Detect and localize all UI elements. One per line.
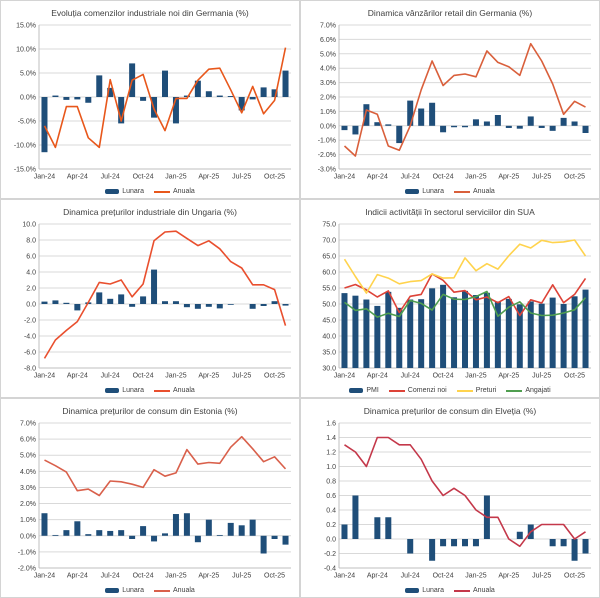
x-tick-label: Apr-24 [366,173,388,181]
bar [184,304,190,307]
y-tick-label: 2.0 [26,285,36,293]
bar [407,539,413,554]
bar [341,126,347,130]
x-tick-label: Oct-25 [264,372,286,380]
y-tick-label: 5.0% [320,51,336,59]
bar [429,539,435,561]
bar [129,304,135,307]
legend-line-swatch [154,590,170,592]
bar [352,296,358,368]
y-tick-label: 3.0% [20,484,36,492]
x-tick-label: Oct-24 [432,572,454,580]
bar [451,539,457,546]
x-tick-label: Jul-24 [400,372,420,380]
x-tick-label: Jan-24 [33,372,56,380]
legend-label: Comenzi noi [407,387,447,394]
y-tick-label: -0.2 [323,551,336,558]
bar [550,126,556,131]
x-tick-label: Jul-25 [232,572,252,580]
bar [261,304,267,306]
legend-label: Anuala [473,188,495,195]
x-tick-label: Apr-24 [66,173,88,181]
legend-item [389,387,447,394]
x-tick-label: Oct-25 [564,572,586,580]
legend-item [105,587,144,594]
bar [250,304,256,309]
x-tick-label: Oct-25 [264,173,286,181]
series-line [345,438,586,547]
bar [52,535,58,536]
y-tick-label: -2.0 [23,317,36,325]
bar [74,521,80,536]
legend-bar-swatch [405,189,419,194]
legend-item [105,188,144,195]
bar [484,121,490,125]
x-tick-label: Jul-25 [532,372,552,380]
bar [473,295,479,368]
y-tick-label: 15.0% [16,22,36,30]
bar [162,71,168,97]
bar [440,126,446,132]
bar [41,513,47,536]
y-tick-label: 4.0 [26,269,36,277]
y-tick-label: 2.0% [20,501,36,509]
y-tick-label: 5.0% [20,452,36,460]
y-tick-label: 75.0 [322,221,336,229]
bar [583,290,589,368]
bar [239,525,245,535]
bar [385,124,391,125]
chart-title: Evoluția comenzilor industriale noi din Germania (%) [51,8,249,18]
legend-label: Lunara [422,587,444,594]
chart-legend [1,188,299,195]
legend-bar-swatch [105,189,119,194]
chart-panel-usa-services-indices [300,199,600,398]
bar [129,536,135,539]
x-tick-label: Apr-24 [366,372,388,380]
bar [451,126,457,127]
bar [418,109,424,126]
bar [583,126,589,133]
chart-title: Dinamica prețurilor industriale din Ungaria (%) [63,207,237,217]
bar [162,301,168,304]
y-tick-label: 1.0 [326,464,336,471]
y-tick-label: 65.0 [322,253,336,261]
x-tick-label: Jan-25 [465,372,487,380]
x-tick-label: Jan-25 [165,572,187,580]
x-tick-label: Jul-24 [400,173,420,181]
legend-label: Angajati [525,387,551,394]
chart-panel-germany-industrial-orders [0,0,300,199]
legend-item [405,587,444,594]
legend-line-swatch [154,390,170,392]
legend-item [405,188,444,195]
chart-canvas-germany-retail-sales [301,22,599,182]
y-tick-label: -2.0% [317,152,336,160]
bar [74,304,80,310]
bar [96,292,102,304]
legend-item [105,387,144,394]
x-tick-label: Jul-25 [532,173,552,181]
legend-label: Lunara [422,188,444,195]
series-line [45,437,286,496]
bar [52,96,58,97]
bar [250,97,256,99]
y-tick-label: 3.0% [320,80,336,88]
y-tick-label: -1.0% [17,549,36,557]
chart-canvas-hungary-industrial-prices [1,221,299,381]
bar [528,116,534,125]
x-tick-label: Apr-25 [498,173,520,181]
bar [118,530,124,536]
bar [462,126,468,127]
x-tick-label: Oct-24 [432,372,454,380]
bar [151,536,157,542]
legend-bar-swatch [105,388,119,393]
y-tick-label: 0.0% [20,94,36,102]
bar [517,532,523,539]
x-tick-label: Apr-25 [198,572,220,580]
bar [561,539,567,546]
chart-canvas-usa-services-indices [301,221,599,381]
bar [539,304,545,368]
y-tick-label: 4.0% [320,65,336,73]
bar [228,96,234,97]
bar [272,536,278,539]
bar [74,97,80,99]
bar [206,91,212,97]
bar [41,302,47,304]
x-tick-label: Apr-25 [198,372,220,380]
y-tick-label: 70.0 [322,237,336,245]
bar [206,304,212,307]
bar [96,530,102,536]
y-tick-label: 1.4 [326,435,336,442]
x-tick-label: Oct-25 [564,173,586,181]
y-tick-label: 6.0% [320,36,336,44]
bar [352,496,358,540]
x-tick-label: Jan-24 [333,372,356,380]
bar [484,293,490,368]
x-tick-label: Oct-24 [132,173,154,181]
bar [550,298,556,368]
bar [272,301,278,304]
bar [217,535,223,536]
chart-title: Dinamica vânzărilor retail din Germania (%) [367,8,533,18]
legend-label: Anuala [473,587,495,594]
bar [85,534,91,536]
chart-panel-estonia-consumer-prices [0,398,300,598]
y-tick-label: 7.0% [320,22,336,30]
y-tick-label: 40.0 [322,333,336,341]
chart-legend [301,587,599,594]
y-tick-label: 30.0 [322,365,336,373]
series-line [45,231,286,358]
y-tick-label: 0.0% [20,533,36,541]
bar [184,513,190,536]
bar [206,520,212,536]
bar [107,531,113,536]
legend-item [154,587,195,594]
legend-line-swatch [454,590,470,592]
legend-line-swatch [506,390,522,392]
bar [162,533,168,535]
y-tick-label: 10.0% [16,46,36,54]
y-tick-label: -2.0% [17,565,36,573]
x-tick-label: Jan-25 [165,173,187,181]
y-tick-label: 60.0 [322,269,336,277]
x-tick-label: Jan-24 [333,572,356,580]
bar [283,536,289,545]
bar [195,536,201,542]
x-tick-label: Oct-24 [132,372,154,380]
legend-bar-swatch [405,588,419,593]
x-tick-label: Jul-25 [532,572,552,580]
legend-item [506,387,550,394]
chart-legend [301,387,599,394]
bar [173,301,179,304]
bar [52,300,58,304]
legend-item [154,188,195,195]
legend-bar-swatch [105,588,119,593]
chart-panel-switzerland-consumer-prices [300,398,600,598]
bar [283,304,289,306]
x-tick-label: Jan-24 [33,572,56,580]
bar [539,126,545,128]
bar [385,292,391,368]
y-tick-label: 0.0 [326,536,336,544]
bar [140,296,146,304]
bar [261,536,267,554]
x-tick-label: Jan-24 [33,173,56,181]
x-tick-label: Jul-24 [100,572,120,580]
x-tick-label: Oct-24 [132,572,154,580]
y-tick-label: -8.0 [23,365,36,373]
legend-label: Anuala [173,188,195,195]
y-tick-label: -5.0% [17,118,36,126]
legend-label: Lunara [122,587,144,594]
bar [407,300,413,368]
x-tick-label: Apr-25 [498,572,520,580]
x-tick-label: Jul-25 [232,173,252,181]
bar [561,118,567,126]
x-tick-label: Oct-25 [264,572,286,580]
y-tick-label: -0.4 [323,565,336,573]
y-tick-label: 1.0% [320,108,336,116]
x-tick-label: Jan-24 [333,173,356,181]
bar [352,126,358,135]
bar [140,526,146,536]
y-tick-label: 6.0 [26,253,36,261]
y-tick-label: 50.0 [322,301,336,309]
y-tick-label: 55.0 [322,285,336,293]
chart-title: Indicii activității în sectorul serviciilor din SUA [365,207,535,217]
bar [407,101,413,126]
x-tick-label: Apr-25 [498,372,520,380]
y-tick-label: 6.0% [20,436,36,444]
bar [96,75,102,97]
chart-legend [1,387,299,394]
bar [517,126,523,129]
bar [418,299,424,368]
bar [385,517,391,539]
bar [261,87,267,97]
y-tick-label: -10.0% [13,142,36,150]
bar [63,530,69,536]
bar [572,539,578,561]
y-tick-label: 35.0 [322,349,336,357]
bar [63,97,69,100]
bar [462,539,468,546]
x-tick-label: Oct-24 [432,173,454,181]
y-tick-label: -4.0 [23,333,36,341]
legend-item [349,387,378,394]
bar [173,514,179,536]
bar [429,103,435,126]
legend-line-swatch [457,390,473,392]
bar [473,539,479,546]
y-tick-label: 0.6 [326,493,336,500]
bar [228,523,234,536]
y-tick-label: 1.0% [20,517,36,525]
legend-bar-swatch [349,388,363,393]
y-tick-label: 2.0% [320,94,336,102]
bar [495,115,501,126]
x-tick-label: Jul-24 [100,173,120,181]
x-tick-label: Jan-25 [465,572,487,580]
x-tick-label: Oct-25 [564,372,586,380]
bar [228,304,234,305]
chart-title: Dinamica prețurilor de consum din Elveția (%) [363,406,537,416]
bar [572,121,578,125]
y-tick-label: 5.0% [20,70,36,78]
y-tick-label: 10.0 [22,221,36,229]
chart-canvas-germany-industrial-orders [1,22,299,182]
chart-title: Dinamica prețurilor de consum din Estonia (%) [62,406,238,416]
legend-label: Lunara [122,188,144,195]
legend-label: Anuala [173,587,195,594]
bar [217,96,223,97]
bar [341,525,347,540]
bar [583,539,589,554]
bar [396,126,402,143]
y-tick-label: -15.0% [13,166,36,174]
chart-legend [1,587,299,594]
legend-item [454,587,495,594]
x-tick-label: Jan-25 [465,173,487,181]
x-tick-label: Jul-24 [400,572,420,580]
bar [250,520,256,536]
x-tick-label: Apr-24 [66,372,88,380]
y-tick-label: 4.0% [20,468,36,476]
bar [151,270,157,304]
bar [462,291,468,368]
series-line [345,240,586,293]
chart-canvas-estonia-consumer-prices [1,420,299,581]
legend-line-swatch [454,191,470,193]
y-tick-label: 7.0% [20,420,36,428]
y-tick-label: -6.0 [23,349,36,357]
y-tick-label: 0.0% [320,123,336,131]
legend-label: Lunara [122,387,144,394]
bar [41,97,47,152]
bar [85,97,91,103]
legend-label: PMI [366,387,379,394]
chart-panel-hungary-industrial-prices [0,199,300,398]
bar [550,539,556,546]
x-tick-label: Jan-25 [165,372,187,380]
legend-label: Preturi [475,387,497,394]
legend-line-swatch [389,390,405,392]
y-tick-label: 8.0 [26,237,36,245]
bar [440,539,446,546]
y-tick-label: 0.0 [26,301,36,309]
bar [374,517,380,539]
y-tick-label: 1.2 [326,449,336,457]
chart-panel-germany-retail-sales [300,0,600,199]
series-line [345,44,586,156]
legend-line-swatch [154,191,170,193]
x-tick-label: Apr-25 [198,173,220,181]
bar [473,119,479,125]
x-tick-label: Jul-25 [232,372,252,380]
y-tick-label: 45.0 [322,317,336,325]
legend-label: Anuala [173,387,195,394]
bar [363,104,369,126]
x-tick-label: Apr-24 [66,572,88,580]
y-tick-label: -1.0% [317,137,336,145]
legend-item [154,387,195,394]
x-tick-label: Jul-24 [100,372,120,380]
bar [107,299,113,304]
bar [195,304,201,309]
bar [217,304,223,308]
bar [429,288,435,368]
y-tick-label: -3.0% [317,166,336,174]
legend-item [454,188,495,195]
bar [118,294,124,304]
chart-legend [301,188,599,195]
y-tick-label: 0.8 [326,478,336,486]
bar [63,303,69,304]
x-tick-label: Apr-24 [366,572,388,580]
legend-item [457,387,497,394]
y-tick-label: 1.6 [326,420,336,428]
bar [451,297,457,368]
y-tick-label: 0.2 [326,522,336,529]
bar [140,97,146,101]
y-tick-label: 0.4 [326,507,336,515]
bar [283,71,289,97]
chart-canvas-switzerland-consumer-prices [301,420,599,581]
bar [506,126,512,128]
